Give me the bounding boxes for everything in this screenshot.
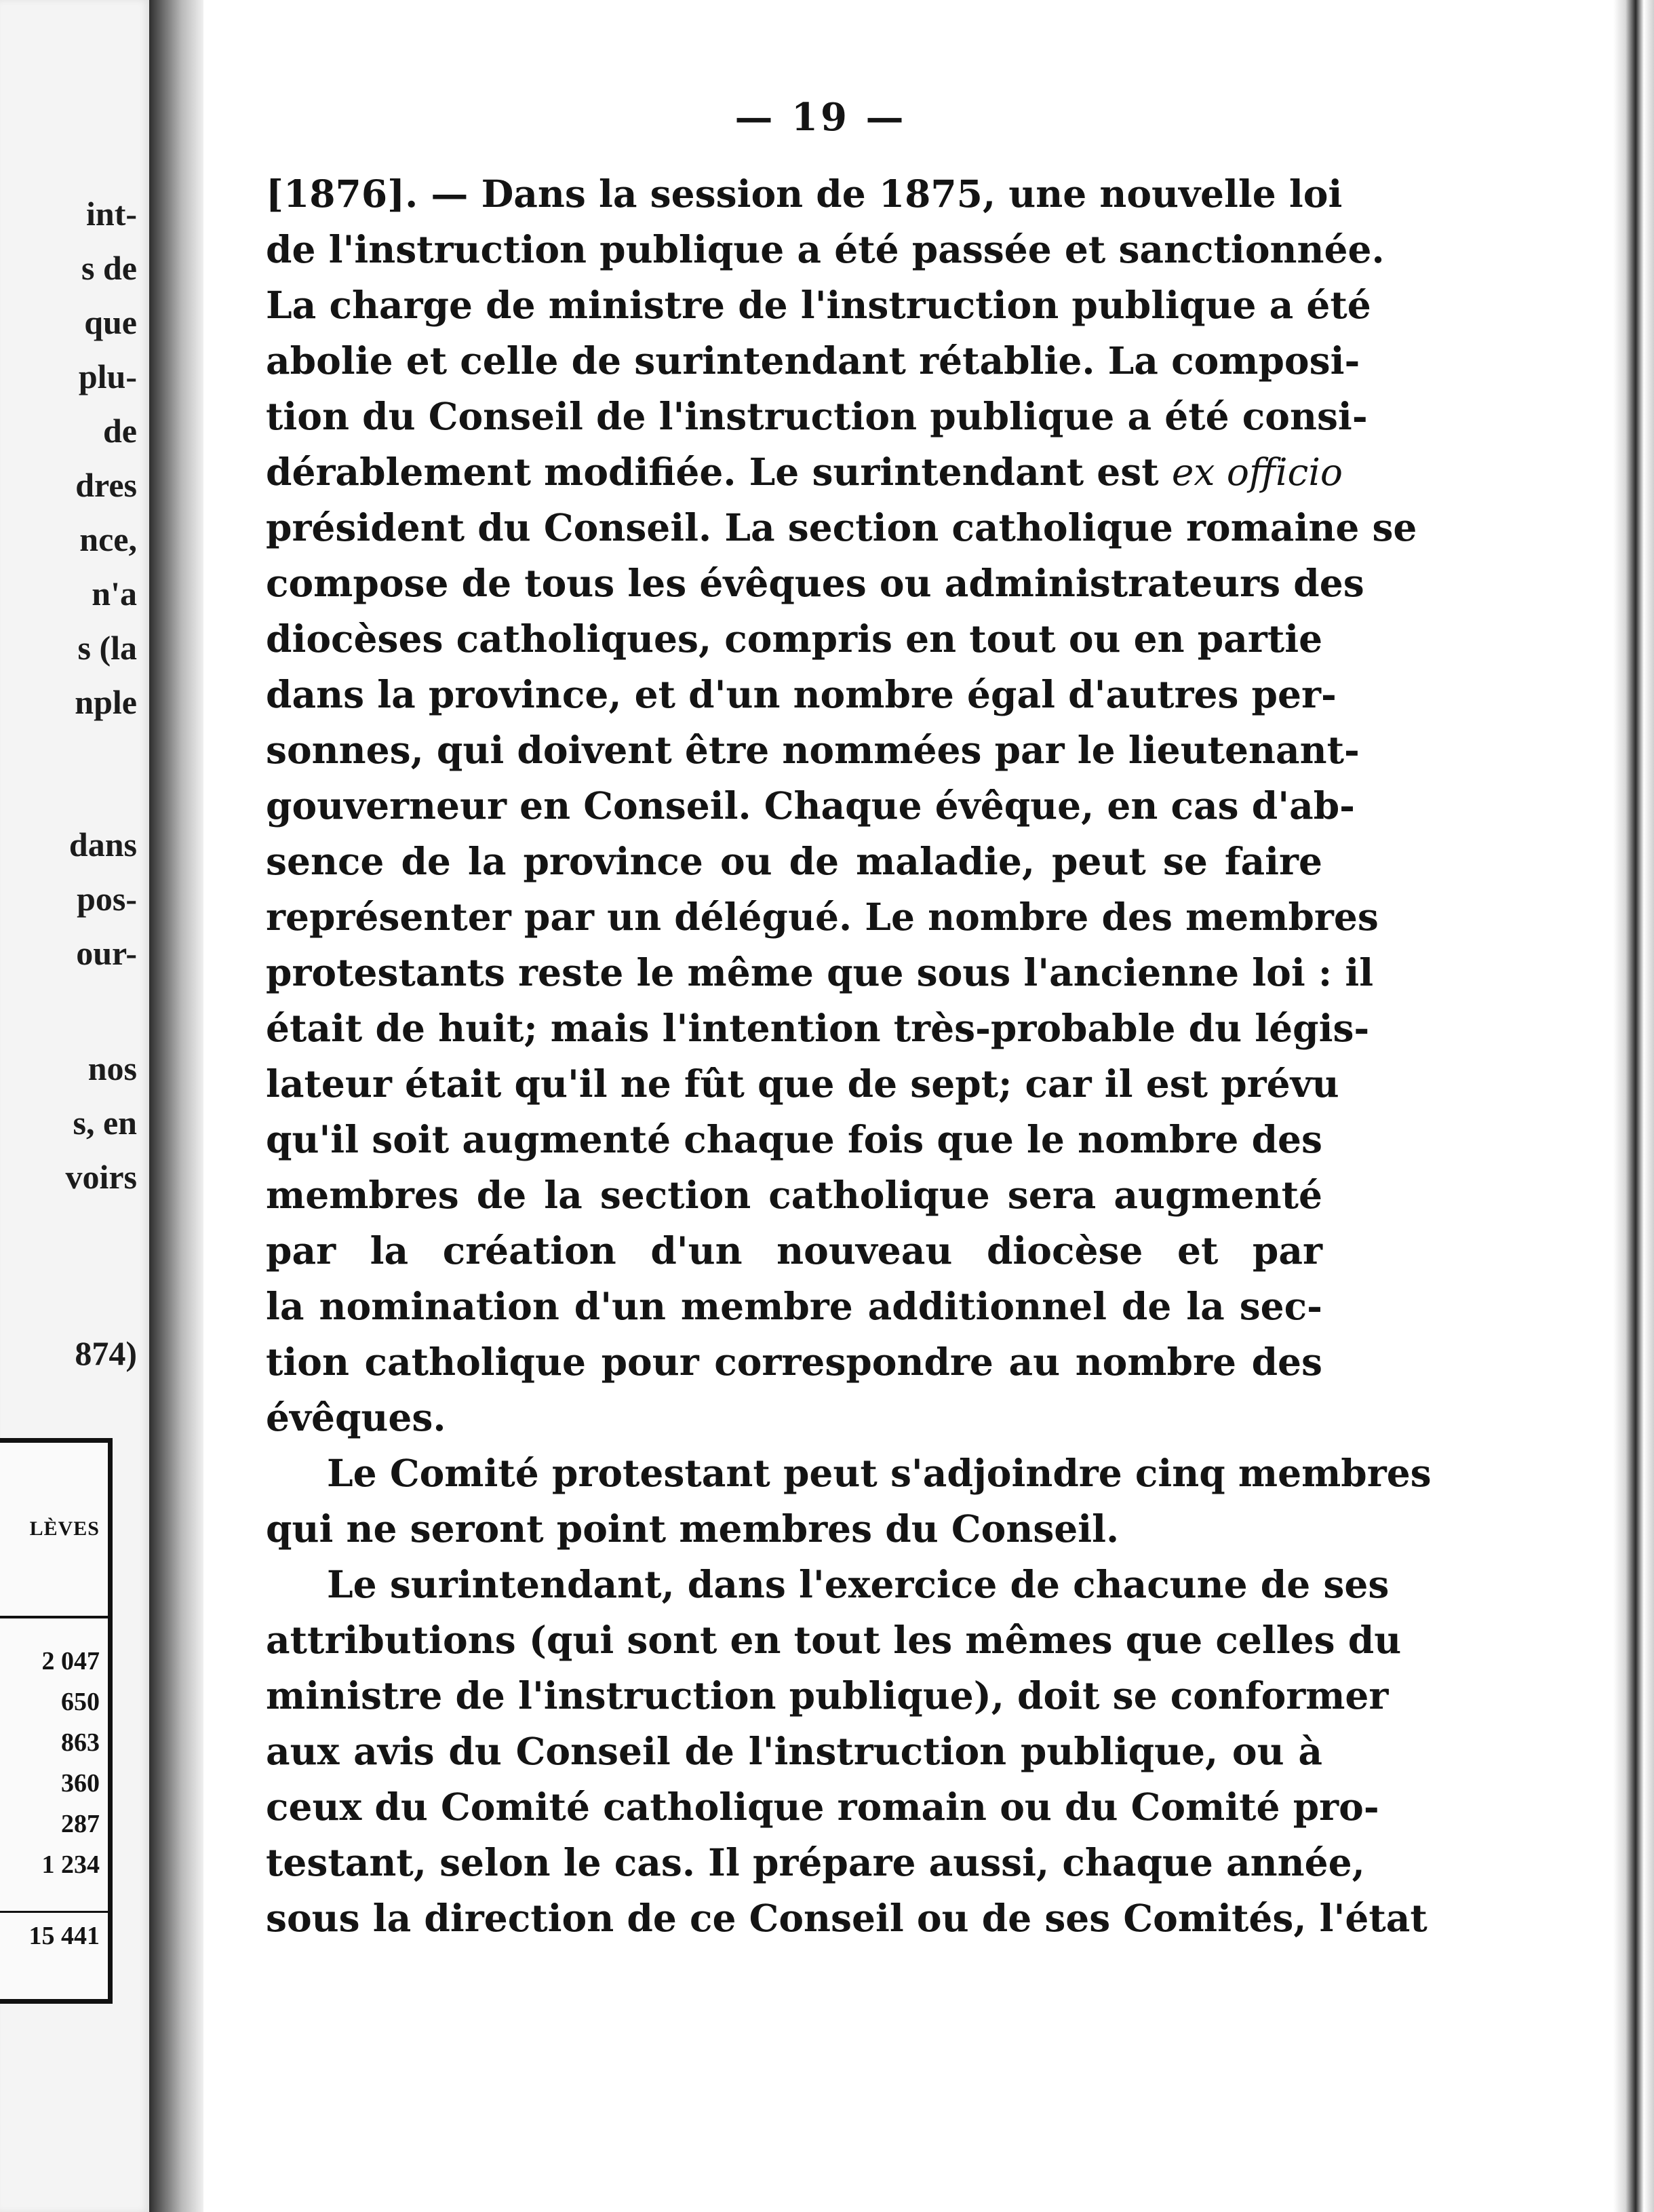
text-line: ministre de l'instruction publique), doit se conformer	[266, 1673, 1389, 1718]
text-line: sence de la province ou de maladie, peut se faire	[266, 839, 1322, 883]
text-line: qui ne seront point membres du Conseil.	[266, 1507, 1120, 1551]
text-line: représenter par un délégué. Le nombre des membres	[266, 895, 1379, 939]
facing-page-fragment: dans	[68, 826, 137, 864]
page-number: — 19 —	[734, 95, 907, 140]
text-line: de l'instruction publique a été passée et sanctionnée.	[266, 227, 1385, 271]
facing-page-fragment: de	[103, 412, 137, 450]
facing-page-fragment: nce,	[79, 520, 137, 558]
facing-page-fragment: nos	[87, 1049, 137, 1087]
facing-page-fragment: nple	[75, 683, 137, 721]
facing-page-fragment: que	[84, 303, 137, 341]
text-line: Le surintendant, dans l'exercice de chacune de ses	[327, 1562, 1390, 1606]
text-line: la nomination d'un membre additionnel de la sec-	[266, 1284, 1322, 1328]
table-cell: 2 047	[41, 1647, 100, 1675]
facing-page-fragment: int-	[86, 195, 137, 233]
table-cell: 360	[61, 1769, 100, 1798]
text-line: protestants reste le même que sous l'ancienne loi : il	[266, 950, 1374, 994]
facing-page-table	[0, 1438, 113, 2004]
facing-page-fragment: voirs	[65, 1158, 137, 1196]
page-edge	[1613, 0, 1654, 2212]
text-line: qu'il soit augmenté chaque fois que le nombre des	[266, 1117, 1322, 1161]
text-line: membres de la section catholique sera augmenté	[266, 1173, 1322, 1217]
text-line: dans la province, et d'un nombre égal d'autres per-	[266, 672, 1337, 716]
text-line: diocèses catholiques, compris en tout ou en partie	[266, 617, 1323, 661]
table-header: LÈVES	[29, 1517, 100, 1540]
facing-page-fragment: s de	[81, 249, 137, 287]
facing-page-fragment: 874)	[75, 1334, 137, 1372]
facing-page-fragment: s, en	[73, 1104, 137, 1142]
text-line: attributions (qui sont en tout les mêmes que celles du	[266, 1618, 1402, 1662]
text-line: [1876]. — Dans la session de 1875, une nouvelle loi	[266, 172, 1343, 216]
text-line: testant, selon le cas. Il prépare aussi, chaque année,	[266, 1840, 1365, 1884]
facing-page-fragment: dres	[75, 466, 137, 504]
binding-gutter	[149, 0, 203, 2212]
text-line: lateur était qu'il ne fût que de sept; car il est prévu	[266, 1062, 1339, 1106]
text-line: ceux du Comité catholique romain ou du Comité pro-	[266, 1785, 1379, 1829]
text-line: tion du Conseil de l'instruction publique a été consi-	[266, 394, 1368, 438]
text-line: évêques.	[266, 1395, 446, 1439]
text-line: sonnes, qui doivent être nommées par le lieutenant-	[266, 728, 1360, 772]
text-line: président du Conseil. La section catholique romaine se	[266, 505, 1417, 549]
main-page	[203, 0, 1613, 2212]
text-line: aux avis du Conseil de l'instruction publique, ou à	[266, 1729, 1322, 1773]
table-cell: 863	[61, 1728, 100, 1757]
table-cell: 650	[61, 1688, 100, 1716]
table-total: 15 441	[28, 1922, 100, 1950]
table-cell: 1 234	[41, 1850, 100, 1879]
facing-page-fragment: our-	[76, 934, 137, 972]
text-line	[266, 450, 1343, 494]
text-line: abolie et celle de surintendant rétablie. La composi-	[266, 338, 1360, 383]
facing-page-fragment: pos-	[77, 880, 137, 918]
facing-page	[0, 0, 149, 2212]
text-line: compose de tous les évêques ou administrateurs des	[266, 561, 1364, 605]
text-line: par la création d'un nouveau diocèse et par	[266, 1228, 1322, 1273]
facing-page-fragment: plu-	[78, 357, 137, 395]
table-total-rule	[0, 1911, 108, 1913]
text-line: était de huit; mais l'intention très-probable du légis-	[266, 1006, 1370, 1050]
text-line: gouverneur en Conseil. Chaque évêque, en cas d'ab-	[266, 783, 1356, 828]
text-line: Le Comité protestant peut s'adjoindre cinq membres	[327, 1451, 1432, 1495]
text-line: sous la direction de ce Conseil ou de ses Comités, l'état	[266, 1896, 1427, 1940]
facing-page-fragment: n'a	[92, 575, 137, 613]
text-line: La charge de ministre de l'instruction publique a été	[266, 283, 1371, 327]
italic-phrase: ex officio	[1171, 450, 1343, 494]
text-line: tion catholique pour correspondre au nombre des	[266, 1340, 1322, 1384]
facing-page-fragment: s (la	[77, 629, 137, 667]
table-rule	[0, 1616, 108, 1618]
text-line-part: dérablement modifiée. Le surintendant est	[266, 450, 1159, 494]
table-cell: 287	[61, 1810, 100, 1838]
